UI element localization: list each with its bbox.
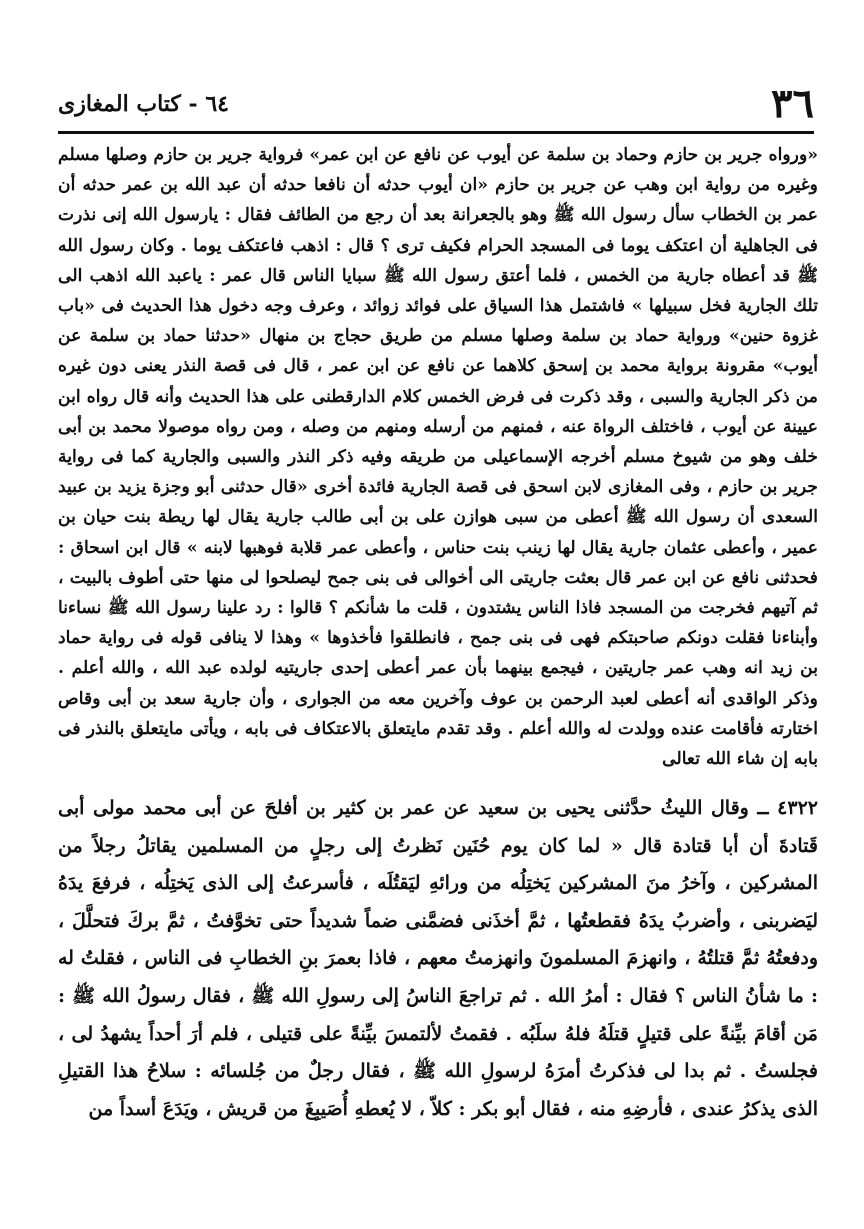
page-number: ٣٦ (771, 80, 814, 127)
hadith-number: ٤٣٢٢ (777, 797, 818, 819)
book-title: ٦٤ - كتاب المغازى (58, 91, 229, 117)
hadith-text: ــ وقال الليثُ حدَّثنى يحيى بن سعيد عن عمر بن كثير بن أفلحَ عن أبى محمد مولى أبى قَتادةَ أن أبا قتادة قال « لما كان يوم حُنَين نَظرتُ إلى رجلٍ من المسلمين يقاتلُ رجلاً من المشركين ، وآخرُ منَ المشركين يَختِلُه من ورائهِ ليَقتُلَه ، فأسرعتُ إلى الذى يَختِلُه ، فرفعَ يدَهُ ليَضربنى ، وأضربُ يدَهُ فقطعتُها ، ثمَّ أخذَنى فضمَّنى ضماً شديداً حتى تخوَّفتُ ، ثمَّ بركَ فتحلَّلَ ، ودفعتُهُ ثمَّ قتلتُهُ ، وانهزمَ المسلمونَ وانهزمتُ معهم ، فاذا بعمرَ بنِ الخطابِ فى الناس ، فقلتُ له : ما شأنُ الناس ؟ فقال : أمرُ الله . ثم تراجعَ الناسُ إلى رسولِ الله ﷺ ، فقال رسولُ الله ﷺ : مَن أقامَ بيِّنةً على قتيلٍ قتلَهُ فلهُ سلَبُه . فقمتُ لألتمسَ بيِّنةً على قتيلى ، فلم أرَ أحداً يشهدُ لى ، فجلستُ . ثم بدا لى فذكرتُ أمرَهُ لرسولِ الله ﷺ ، فقال رجلٌ من جُلسائه : سلاحُ هذا القتيلِ الذى يذكرُ عندى ، فأرضِهِ منه ، فقال أبو بكر : كلاّ ، لا يُعطهِ أُصَيبِغَ من قريش ، ويَدَعَ أسداً من (58, 797, 818, 1120)
header-divider (58, 131, 814, 134)
hadith-paragraph (58, 790, 818, 1128)
commentary-paragraph: «ورواه جرير بن حازم وحماد بن سلمة عن أيوب عن نافع عن ابن عمر» فرواية جرير بن حازم وصلها مسلم وغيره من رواية ابن وهب عن جرير بن حازم «ان أيوب حدثه أن نافعا حدثه أن عبد الله بن عمر حدثه أن عمر بن الخطاب سأل رسول الله ﷺ وهو بالجعرانة بعد أن رجع من الطائف فقال : يارسول الله إنى نذرت فى الجاهلية أن اعتكف يوما فى المسجد الحرام فكيف ترى ؟ قال : اذهب فاعتكف يوما . وكان رسول الله ﷺ قد أعطاه جارية من الخمس ، فلما أعتق رسول الله ﷺ سبايا الناس قال عمر : ياعبد الله اذهب الى تلك الجارية فخل سبيلها » فاشتمل هذا السياق على فوائد زوائد ، وعرف وجه دخول هذا الحديث فى «باب غزوة حنين» ورواية حماد بن سلمة وصلها مسلم من طريق حجاج بن منهال «حدثنا حماد بن سلمة عن أيوب» مقرونة برواية محمد بن إسحق كلاهما عن نافع عن ابن عمر ، قال فى قصة النذر يعنى دون غيره من ذكر الجارية والسبى ، وقد ذكرت فى فرض الخمس كلام الدارقطنى على هذا الحديث وأنه قال رواه ابن عيينة عن أيوب ، فاختلف الرواة عنه ، فمنهم من أرسله ومنهم من وصله ، ومن رواه موصولا محمد بن أبى خلف وهو من شيوخ مسلم أخرجه الإسماعيلى من طريقه وفيه ذكر النذر والسبى والجارية كما فى رواية جرير بن حازم ، وفى المغازى لابن اسحق فى قصة الجارية فائدة أخرى «قال حدثنى أبو وجزة يزيد بن عبيد السعدى أن رسول الله ﷺ أعطى من سبى هوازن على بن أبى طالب جارية يقال لها ريطة بنت حيان بن عمير ، وأعطى عثمان جارية يقال لها زينب بنت حناس ، وأعطى عمر قلابة فوهبها لابنه » قال ابن اسحاق : فحدثنى نافع عن ابن عمر قال بعثت جاريتى الى أخوالى فى بنى جمح ليصلحوا لى منها حتى أطوف بالبيت ، ثم آتيهم فخرجت من المسجد فاذا الناس يشتدون ، قلت ما شأنكم ؟ قالوا : رد علينا رسول الله ﷺ نساءنا وأبناءنا فقلت دونكم صاحبتكم فهى فى بنى جمح ، فانطلقوا فأخذوها » وهذا لا ينافى قوله فى رواية حماد بن زيد انه وهب عمر جاريتين ، فيجمع بينهما بأن عمر أعطى إحدى جاريتيه لولده عبد الله ، والله أعلم . وذكر الواقدى أنه أعطى لعبد الرحمن بن عوف وآخرين معه من الجوارى ، وأن جارية سعد بن أبى وقاص اختارته فأقامت عنده وولدت له والله أعلم . وقد تقدم مايتعلق بالاعتكاف فى بابه ، ويأتى مايتعلق بالنذر فى بابه إن شاء الله تعالى (58, 145, 818, 770)
page-header (58, 78, 814, 132)
